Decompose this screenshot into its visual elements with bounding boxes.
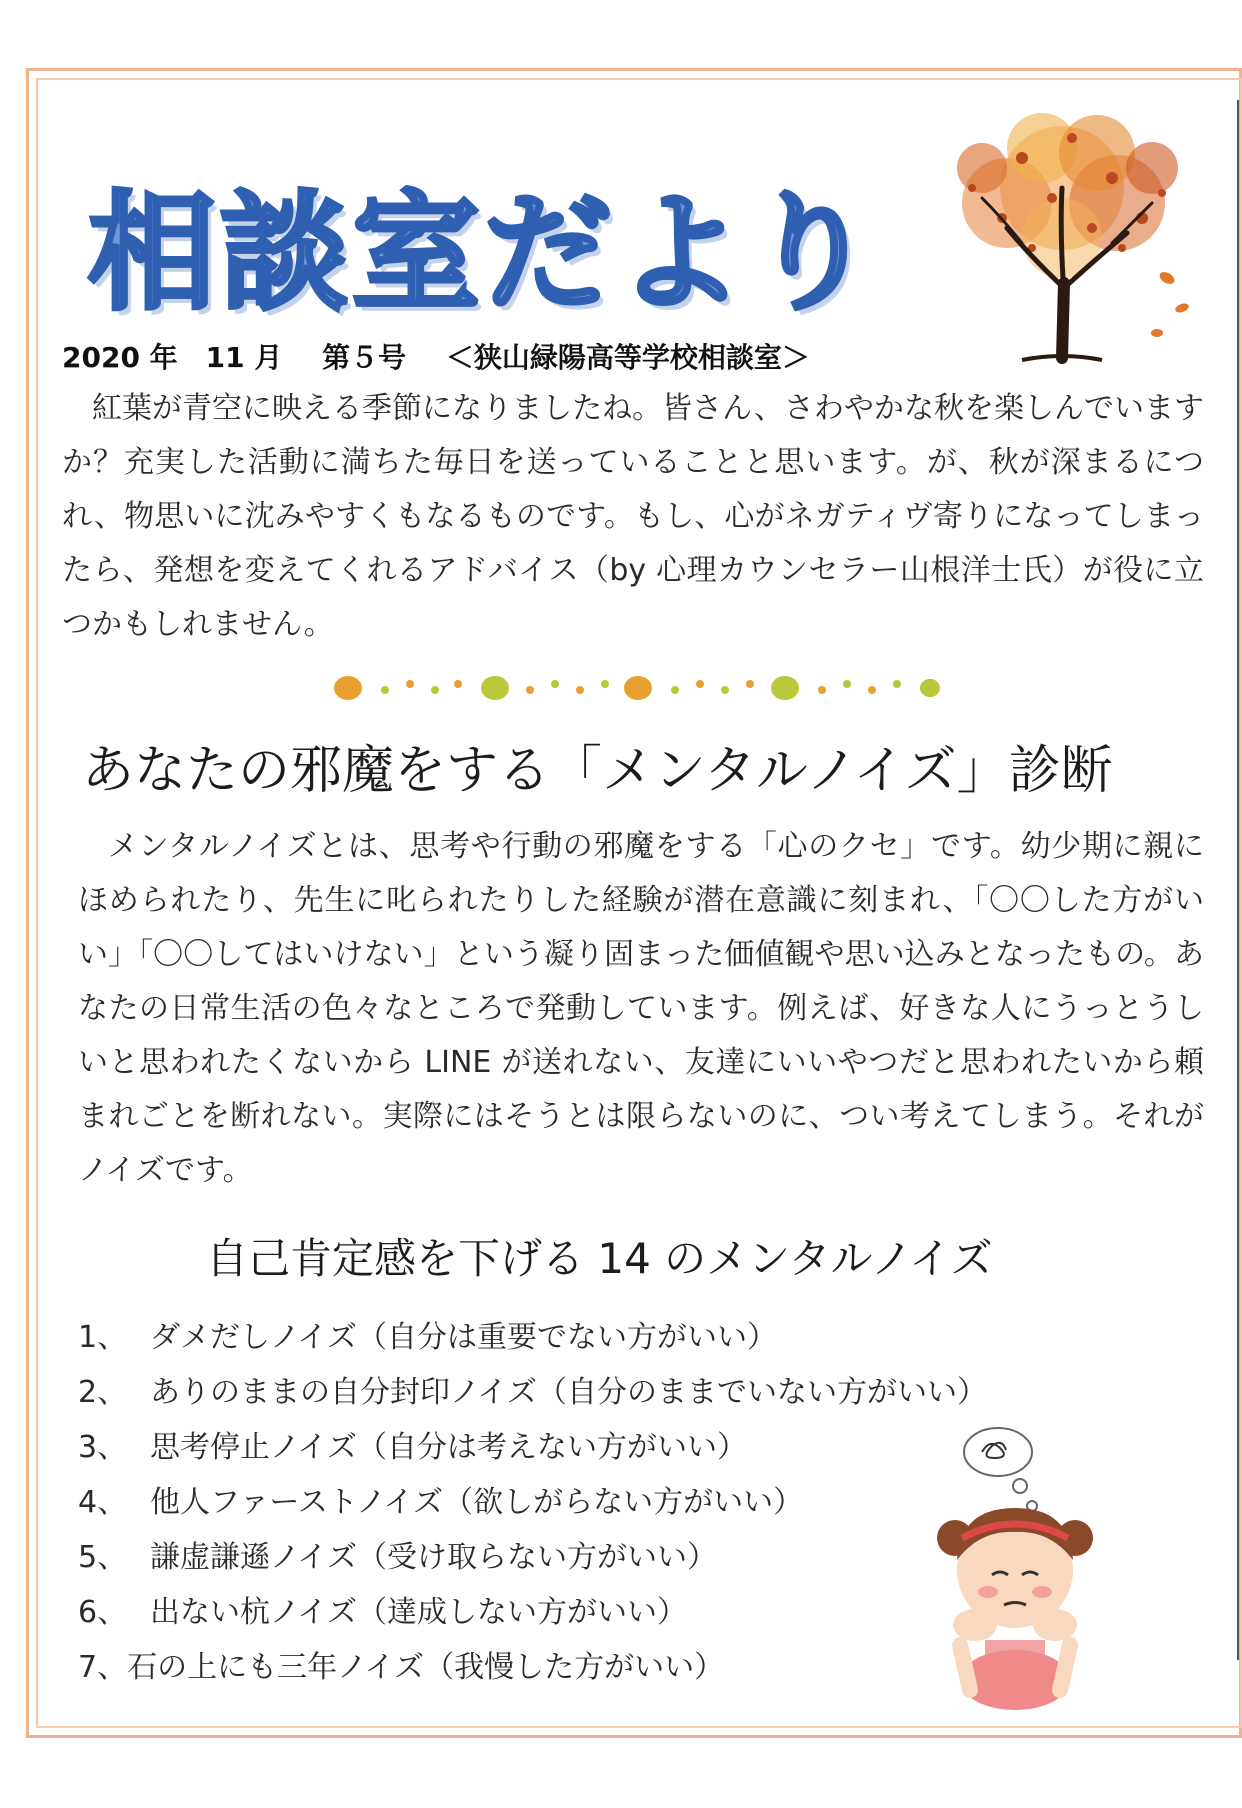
list-heading: 自己肯定感を下げる 14 のメンタルノイズ [206, 1234, 993, 1283]
mental-noise-paragraph: メンタルノイズとは、思考や行動の邪魔をする「心のクセ」です。幼少期に親にほめられたり、先生に叱られたりした経験が潜在意識に刻まれ、「〇〇した方がいい」「〇〇してはいけない」という凝り固まった価値観や思い込みとなったもの。あなたの日常生活の色々なところで発動しています。例えば、好きな人にうっとうしいと思われたくないから LINE が送れない、友達にいいやつだと思われたいから頼まれごとを断れない。実際にはそうとは限らないのに、つい考えてしまう。それがノイズです。 [78, 829, 1204, 1188]
falling-leaves [1151, 270, 1190, 337]
list-item [78, 1310, 987, 1365]
list-text: ありのままの自分封印ノイズ（自分のままでいない方がいい） [150, 1375, 987, 1410]
list-number: 1、 [78, 1320, 128, 1355]
list-item [78, 1475, 987, 1530]
list-text: 思考停止ノイズ（自分は考えない方がいい） [150, 1430, 747, 1465]
list-number: 4、 [78, 1485, 128, 1520]
newsletter-title: 相談室だより [88, 179, 881, 328]
list-text: 他人ファーストノイズ（欲しがらない方がいい） [150, 1485, 804, 1520]
list-item [78, 1365, 987, 1420]
issue-info [62, 336, 810, 376]
mental-noise-list [78, 1310, 987, 1695]
list-number: 5、 [78, 1540, 128, 1575]
list-number: 3、 [78, 1430, 128, 1465]
list-text: 謙虚謙遜ノイズ（受け取らない方がいい） [150, 1540, 717, 1575]
intro-paragraph: 紅葉が青空に映える季節になりましたね。皆さん、さわやかな秋を楽しんでいますか？充実した活動に満ちた毎日を送っていることと思います。が、秋が深まるにつれ、物思いに沈みやすくもなるものです。もし、心がネガティヴ寄りになってしまったら、発想を変えてくれるアドバイス（by 心理カウンセラー山根洋士氏）が役に立つかもしれません。 [62, 391, 1204, 642]
list-item [78, 1530, 987, 1585]
worried-girl-illustration [900, 1410, 1130, 1710]
list-number: 2、 [78, 1375, 128, 1410]
section-heading: あなたの邪魔をする「メンタルノイズ」診断 [82, 741, 1113, 801]
list-item [78, 1585, 987, 1640]
right-edge-rule [1237, 100, 1239, 1660]
list-text: 出ない杭ノイズ（達成しない方がいい） [150, 1595, 687, 1630]
list-number: 6、 [78, 1595, 128, 1630]
issue-school: ＜狭山緑陽高等学校相談室＞ [445, 341, 810, 374]
list-text: 石の上にも三年ノイズ（我慢した方がいい） [127, 1650, 725, 1685]
autumn-tree-illustration [912, 108, 1212, 370]
garland-leaves [334, 676, 940, 700]
list-number: 7、 [78, 1650, 128, 1685]
list-text: ダメだしノイズ（自分は重要でない方がいい） [150, 1320, 777, 1355]
issue-date: 2020 年 11 月 [62, 341, 283, 374]
list-item [78, 1420, 987, 1475]
list-item [78, 1640, 987, 1695]
issue-number: 第５号 [322, 341, 407, 374]
leaf-garland [330, 668, 960, 708]
